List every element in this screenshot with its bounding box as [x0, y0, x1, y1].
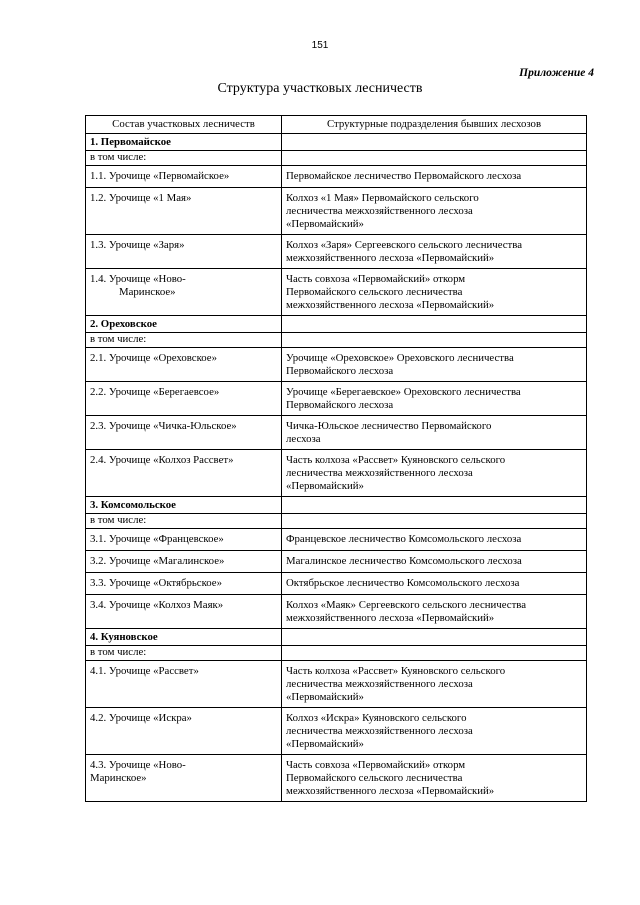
tract-name-line: 3.4. Урочище «Колхоз Маяк»: [90, 599, 224, 611]
section-title: 1. Первомайское: [86, 134, 282, 151]
subdivision-line: лесничества межхозяйственного лесхоза: [286, 725, 473, 737]
table-header-row: [86, 116, 587, 134]
tract-name-line: 1.2. Урочище «1 Мая»: [90, 192, 192, 204]
table-row: [86, 661, 587, 708]
tract-name-line: 1.3. Урочище «Заря»: [90, 239, 185, 251]
subdivision-line: межхозяйственного лесхоза «Первомайский»: [286, 299, 495, 311]
tract-name-line: 3.1. Урочище «Францевское»: [90, 533, 224, 545]
subdivision-line: Францевское лесничество Комсомольского лесхоза: [286, 533, 522, 545]
subdivision-line: Часть колхоза «Рассвет» Куяновского сельского: [286, 454, 506, 466]
subdivision-line: Колхоз «Маяк» Сергеевского сельского лесничества: [286, 599, 527, 611]
subdivision-cell: [282, 529, 587, 551]
column-header-composition: Состав участковых лесничеств: [86, 116, 282, 134]
subdivision-line: «Первомайский»: [286, 738, 364, 750]
empty-cell: [282, 316, 587, 333]
subdivision-line: лесхоза: [286, 433, 321, 445]
subdivision-line: Часть совхоза «Первомайский» откорм: [286, 273, 466, 285]
including-label: в том числе:: [86, 151, 282, 166]
empty-cell: [282, 134, 587, 151]
subdivision-line: Первомайского сельского лесничества: [286, 286, 463, 298]
tract-cell: [86, 450, 282, 497]
subdivision-line: лесничества межхозяйственного лесхоза: [286, 678, 473, 690]
appendix-label: Приложение 4: [519, 67, 594, 79]
tract-name-line: 2.4. Урочище «Колхоз Рассвет»: [90, 454, 234, 466]
subdivision-cell: [282, 269, 587, 316]
section-row: [86, 316, 587, 333]
tract-cell: [86, 348, 282, 382]
tract-name-line: 3.3. Урочище «Октябрьское»: [90, 577, 222, 589]
including-label: в том числе:: [86, 333, 282, 348]
forestry-structure-table: [85, 115, 587, 802]
tract-cell: [86, 573, 282, 595]
including-label: в том числе:: [86, 646, 282, 661]
subdivision-cell: [282, 755, 587, 802]
table-row: [86, 755, 587, 802]
tract-name-line: Маринское»: [90, 772, 147, 784]
tract-cell: [86, 188, 282, 235]
table-row: [86, 269, 587, 316]
subdivision-line: межхозяйственного лесхоза «Первомайский»: [286, 612, 495, 624]
table-row: [86, 573, 587, 595]
subdivision-line: «Первомайский»: [286, 691, 364, 703]
subdivision-cell: [282, 348, 587, 382]
empty-cell: [282, 629, 587, 646]
subdivision-line: Колхоз «Искра» Куяновского сельского: [286, 712, 467, 724]
tract-cell: [86, 166, 282, 188]
tract-cell: [86, 551, 282, 573]
subdivision-cell: [282, 595, 587, 629]
section-row: [86, 134, 587, 151]
tract-cell: [86, 382, 282, 416]
table-row: [86, 551, 587, 573]
tract-cell: [86, 269, 282, 316]
subdivision-cell: [282, 661, 587, 708]
empty-cell: [282, 151, 587, 166]
subdivision-line: Часть колхоза «Рассвет» Куяновского сельского: [286, 665, 506, 677]
empty-cell: [282, 646, 587, 661]
subheading-row: [86, 646, 587, 661]
subdivision-line: «Первомайский»: [286, 218, 364, 230]
subdivision-line: лесничества межхозяйственного лесхоза: [286, 205, 473, 217]
table-row: [86, 708, 587, 755]
tract-cell: [86, 416, 282, 450]
subdivision-cell: [282, 188, 587, 235]
subheading-row: [86, 514, 587, 529]
subdivision-line: Часть совхоза «Первомайский» откорм: [286, 759, 466, 771]
tract-cell: [86, 595, 282, 629]
subdivision-cell: [282, 416, 587, 450]
subdivision-line: Первомайского сельского лесничества: [286, 772, 463, 784]
subdivision-line: Первомайское лесничество Первомайского лесхоза: [286, 170, 522, 182]
tract-name-line: 2.3. Урочище «Чичка-Юльское»: [90, 420, 237, 432]
section-row: [86, 497, 587, 514]
table-row: [86, 382, 587, 416]
subdivision-line: Урочище «Ореховское» Ореховского лесничества: [286, 352, 514, 364]
tract-cell: [86, 235, 282, 269]
empty-cell: [282, 333, 587, 348]
tract-name-line: 4.3. Урочище «Ново-: [90, 759, 186, 771]
page-number: 151: [311, 40, 329, 51]
empty-cell: [282, 514, 587, 529]
subdivision-cell: [282, 551, 587, 573]
including-label: в том числе:: [86, 514, 282, 529]
tract-name-line: 4.1. Урочище «Рассвет»: [90, 665, 199, 677]
table-row: [86, 595, 587, 629]
subdivision-cell: [282, 166, 587, 188]
subheading-row: [86, 333, 587, 348]
subdivision-cell: [282, 382, 587, 416]
subheading-row: [86, 151, 587, 166]
subdivision-line: Урочище «Берегаевское» Ореховского лесничества: [286, 386, 521, 398]
section-title: 4. Куяновское: [86, 629, 282, 646]
subdivision-line: Колхоз «Заря» Сергеевского сельского лесничества: [286, 239, 523, 251]
tract-name-line: 1.4. Урочище «Ново-: [90, 273, 186, 285]
tract-cell: [86, 529, 282, 551]
table-row: [86, 529, 587, 551]
tract-cell: [86, 755, 282, 802]
subdivision-line: Магалинское лесничество Комсомольского лесхоза: [286, 555, 522, 567]
tract-cell: [86, 708, 282, 755]
section-title: 2. Ореховское: [86, 316, 282, 333]
subdivision-line: Колхоз «1 Мая» Первомайского сельского: [286, 192, 479, 204]
subdivision-line: Первомайского лесхоза: [286, 399, 394, 411]
table-row: [86, 188, 587, 235]
subdivision-line: межхозяйственного лесхоза «Первомайский»: [286, 252, 495, 264]
table-row: [86, 416, 587, 450]
table-row: [86, 348, 587, 382]
subdivision-cell: [282, 450, 587, 497]
subdivision-cell: [282, 573, 587, 595]
table-body: [86, 134, 587, 802]
table-row: [86, 450, 587, 497]
tract-name-line: 4.2. Урочище «Искра»: [90, 712, 192, 724]
table-row: [86, 166, 587, 188]
column-header-subdivisions: Структурные подразделения бывших лесхозов: [282, 116, 587, 134]
subdivision-cell: [282, 235, 587, 269]
empty-cell: [282, 497, 587, 514]
section-row: [86, 629, 587, 646]
subdivision-line: межхозяйственного лесхоза «Первомайский»: [286, 785, 495, 797]
tract-cell: [86, 661, 282, 708]
tract-name-line: 2.1. Урочище «Ореховское»: [90, 352, 217, 364]
subdivision-line: лесничества межхозяйственного лесхоза: [286, 467, 473, 479]
tract-name-line: 3.2. Урочище «Магалинское»: [90, 555, 225, 567]
subdivision-cell: [282, 708, 587, 755]
tract-name-line: Маринское»: [119, 286, 176, 298]
subdivision-line: Чичка-Юльское лесничество Первомайского: [286, 420, 492, 432]
tract-name-line: 2.2. Урочище «Берегаевсое»: [90, 386, 220, 398]
section-title: 3. Комсомольское: [86, 497, 282, 514]
document-title: Структура участковых лесничеств: [217, 81, 423, 96]
subdivision-line: «Первомайский»: [286, 480, 364, 492]
table-row: [86, 235, 587, 269]
tract-name-line: 1.1. Урочище «Первомайское»: [90, 170, 230, 182]
subdivision-line: Первомайского лесхоза: [286, 365, 394, 377]
subdivision-line: Октябрьское лесничество Комсомольского лесхоза: [286, 577, 520, 589]
